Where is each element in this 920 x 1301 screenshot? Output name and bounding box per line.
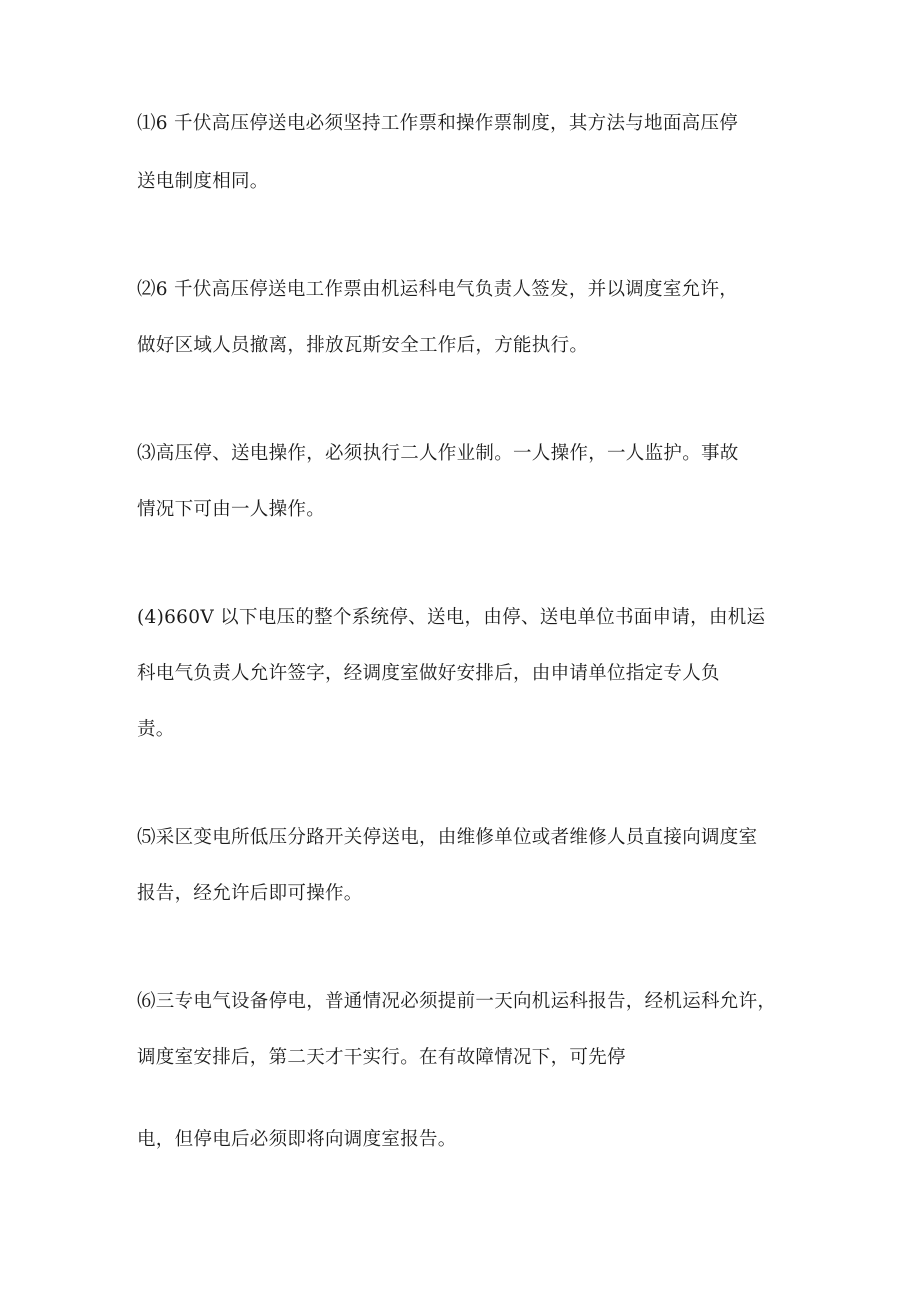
paragraph-4-line-2: 科电气负责人允许签字，经调度室做好安排后，由申请单位指定专人负 [137,663,720,684]
paragraph-3-line-1: ⑶高压停、送电操作，必须执行二人作业制。一人操作，一人监护。事故 [137,443,739,464]
paragraph-6-line-3: 电，但停电后必须即将向调度室报告。 [137,1129,457,1150]
paragraph-3-line-2: 情况下可由一人操作。 [137,499,326,520]
paragraph-5-line-2: 报告，经允许后即可操作。 [137,883,363,904]
paragraph-4-line-1: (4)660V 以下电压的整个系统停、送电，由停、送电单位书面申请，由机运 [137,607,766,628]
paragraph-2-line-1: ⑵6 千伏高压停送电工作票由机运科电气负责人签发，并以调度室允许， [137,279,739,300]
paragraph-4-line-3: 责。 [137,719,175,740]
paragraph-6-line-2: 调度室安排后，第二天才干实行。在有故障情况下，可先停 [137,1047,626,1068]
paragraph-1-line-2: 送电制度相同。 [137,171,269,192]
paragraph-6-line-1: ⑹三专电气设备停电，普通情况必须提前一天向机运科报告，经机运科允许， [137,991,777,1012]
paragraph-1-line-1: ⑴6 千伏高压停送电必须坚持工作票和操作票制度，其方法与地面高压停 [137,113,739,134]
paragraph-5-line-1: ⑸采区变电所低压分路开关停送电，由维修单位或者维修人员直接向调度室 [137,827,758,848]
paragraph-2-line-2: 做好区域人员撤离，排放瓦斯安全工作后，方能执行。 [137,335,589,356]
